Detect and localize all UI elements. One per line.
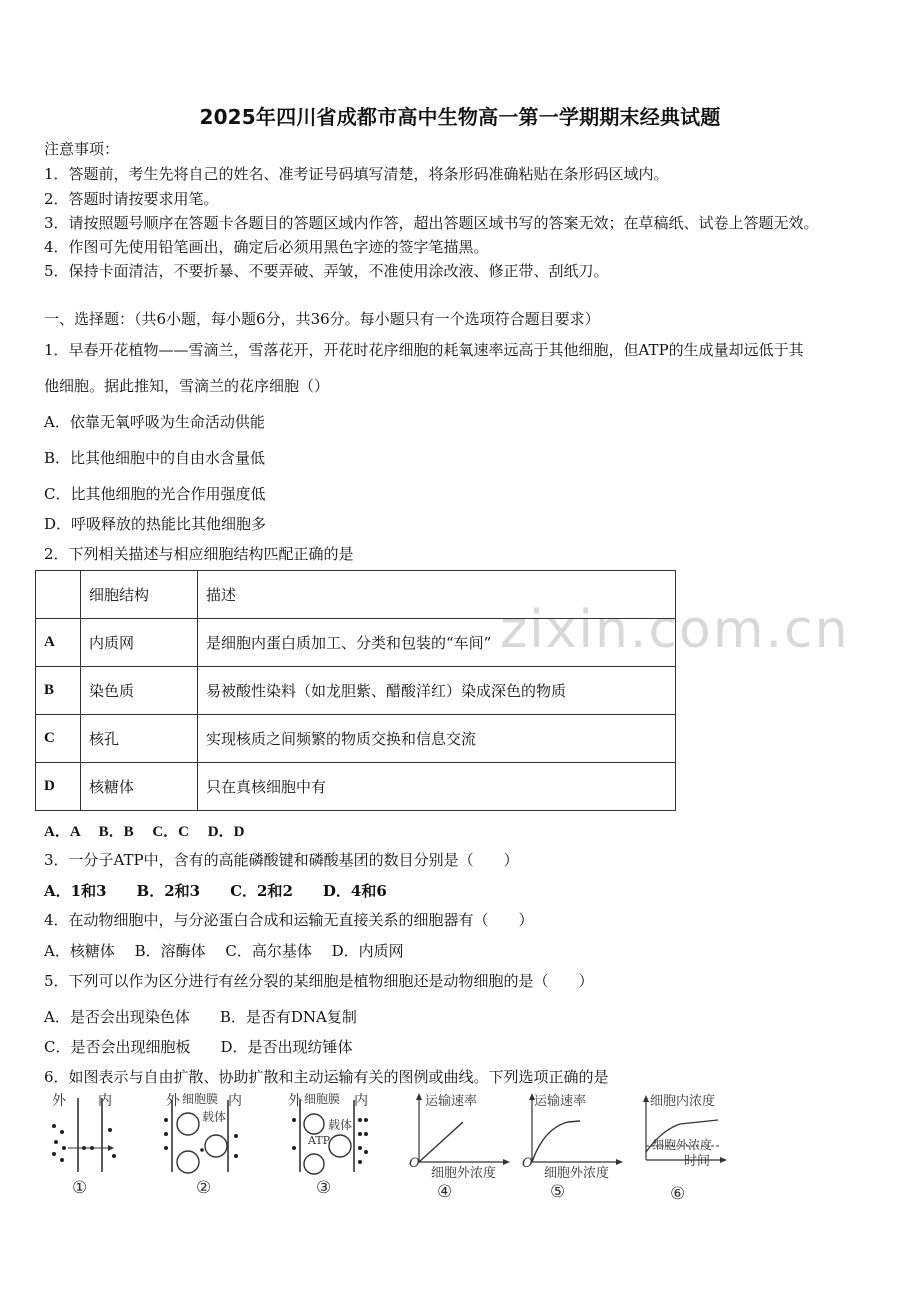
q3-stem: 3．一分子ATP中，含有的高能磷酸键和磷酸基团的数目分别是（ ）	[44, 851, 519, 869]
q1-option-c: C．比其他细胞的光合作用强度低	[44, 485, 266, 503]
notice-item: 2．答题时请按要求用笔。	[44, 190, 219, 208]
table-cell	[36, 571, 81, 619]
table-cell: B	[36, 667, 81, 715]
label-carrier: 载体	[328, 1118, 353, 1132]
notice-item: 1．答题前，考生先将自己的姓名、准考证号码填写清楚，将条形码准确粘贴在条形码区域内。	[44, 165, 669, 183]
label-inside: 内	[98, 1093, 112, 1109]
table-cell: D	[36, 763, 81, 811]
table-cell: C	[36, 715, 81, 763]
notice-item: 3．请按照题号顺序在答题卡各题目的答题区域内作答，超出答题区域书写的答案无效；在草稿纸、试卷上答题无效。	[44, 214, 819, 232]
label-inside: 内	[228, 1093, 242, 1109]
label-outside: 外	[166, 1093, 180, 1109]
table-cell: 染色质	[81, 667, 198, 715]
axis-label-rate: 运输速率	[534, 1094, 587, 1109]
label-atp: ATP	[308, 1134, 331, 1147]
q6-stem: 6．如图表示与自由扩散、协助扩散和主动运输有关的图例或曲线。下列选项正确的是	[44, 1068, 609, 1086]
label-outside: 外	[52, 1093, 66, 1109]
label-inside: 内	[354, 1093, 368, 1109]
figure-3-active-transport	[288, 1090, 378, 1200]
label-membrane: 细胞膜	[304, 1092, 341, 1106]
q2-stem: 2．下列相关描述与相应细胞结构匹配正确的是	[44, 545, 354, 563]
q2-options: A．A B．B C．C D．D	[44, 824, 245, 840]
q4-options: A．核糖体 B．溶酶体 C．高尔基体 D．内质网	[44, 942, 404, 960]
q2-table	[35, 570, 676, 811]
axis-label-rate: 运输速率	[425, 1094, 478, 1109]
figure-5-saturation-curve	[518, 1090, 628, 1205]
axis-label-time: 时间	[684, 1154, 711, 1169]
figure-label-2: ②	[196, 1178, 212, 1198]
table-cell: 是细胞内蛋白质加工、分类和包装的“车间”	[198, 619, 676, 667]
table-row	[36, 763, 676, 811]
table-cell: A	[36, 619, 81, 667]
figure-label-5: ⑤	[550, 1182, 566, 1202]
q1-stem: 1．早春开花植物——雪滴兰，雪落花开，开花时花序细胞的耗氧速率远高于其他细胞，但ATP的生成量却远低于其	[44, 341, 804, 359]
axis-label-int-conc: 细胞内浓度	[650, 1094, 716, 1109]
label-carrier: 载体	[202, 1110, 227, 1124]
q5-options-ab: A．是否会出现染色体 B．是否有DNA复制	[44, 1008, 357, 1026]
figure-2-facilitated-diffusion	[162, 1090, 252, 1200]
table-row	[36, 667, 676, 715]
q3-options: A．1和3 B．2和3 C．2和2 D．4和6	[44, 882, 387, 900]
section-heading: 一、选择题：（共6小题，每小题6分，共36分。每小题只有一个选项符合题目要求）	[44, 310, 600, 328]
axis-origin: O	[409, 1156, 420, 1171]
q1-stem-cont: 他细胞。据此推知，雪滴兰的花序细胞（）	[44, 377, 330, 395]
figure-label-3: ③	[316, 1178, 332, 1198]
q1-option-b: B．比其他细胞中的自由水含量低	[44, 449, 266, 467]
q1-option-a: A．依靠无氧呼吸为生命活动供能	[44, 413, 265, 431]
figure-label-1: ①	[72, 1178, 88, 1198]
label-outside: 外	[288, 1093, 302, 1109]
table-cell: 内质网	[81, 619, 198, 667]
figure-label-4: ④	[437, 1182, 453, 1202]
q5-stem: 5．下列可以作为区分进行有丝分裂的某细胞是植物细胞还是动物细胞的是（ ）	[44, 972, 594, 990]
label-membrane: 细胞膜	[182, 1092, 219, 1106]
table-cell: 易被酸性染料（如龙胆紫、醋酸洋红）染成深色的物质	[198, 667, 676, 715]
axis-label-ext-conc: 细胞外浓度	[431, 1166, 497, 1181]
figure-4-linear-curve	[405, 1090, 515, 1205]
label-ext-conc: 细胞外浓度	[652, 1138, 713, 1152]
notice-item: 4．作图可先使用铅笔画出，确定后必须用黑色字迹的签字笔描黑。	[44, 238, 489, 256]
figure-1-free-diffusion	[44, 1090, 124, 1200]
table-row	[36, 619, 676, 667]
axis-label-ext-conc: 细胞外浓度	[544, 1166, 610, 1181]
table-cell: 实现核质之间频繁的物质交换和信息交流	[198, 715, 676, 763]
page-title: 2025年四川省成都市高中生物高一第一学期期末经典试题	[199, 105, 721, 129]
axis-origin: O	[522, 1156, 533, 1171]
q4-stem: 4．在动物细胞中，与分泌蛋白合成和运输无直接关系的细胞器有（ ）	[44, 911, 534, 929]
q1-option-d: D．呼吸释放的热能比其他细胞多	[44, 515, 267, 533]
figure-label-6: ⑥	[670, 1184, 686, 1204]
table-cell: 核孔	[81, 715, 198, 763]
notice-heading: 注意事项：	[44, 140, 120, 158]
table-header-description: 描述	[198, 571, 676, 619]
q5-options-cd: C．是否会出现细胞板 D．是否出现纺锤体	[44, 1038, 353, 1056]
notice-item: 5．保持卡面清洁，不要折暴、不要弄破、弄皱，不准使用涂改液、修正带、刮纸刀。	[44, 262, 609, 280]
table-header-structure: 细胞结构	[81, 571, 198, 619]
table-row	[36, 715, 676, 763]
table-header-row	[36, 571, 676, 619]
table-cell: 只在真核细胞中有	[198, 763, 676, 811]
table-cell: 核糖体	[81, 763, 198, 811]
figure-6-concentration-time	[636, 1090, 736, 1205]
watermark: zixin.com.cn	[500, 600, 850, 660]
